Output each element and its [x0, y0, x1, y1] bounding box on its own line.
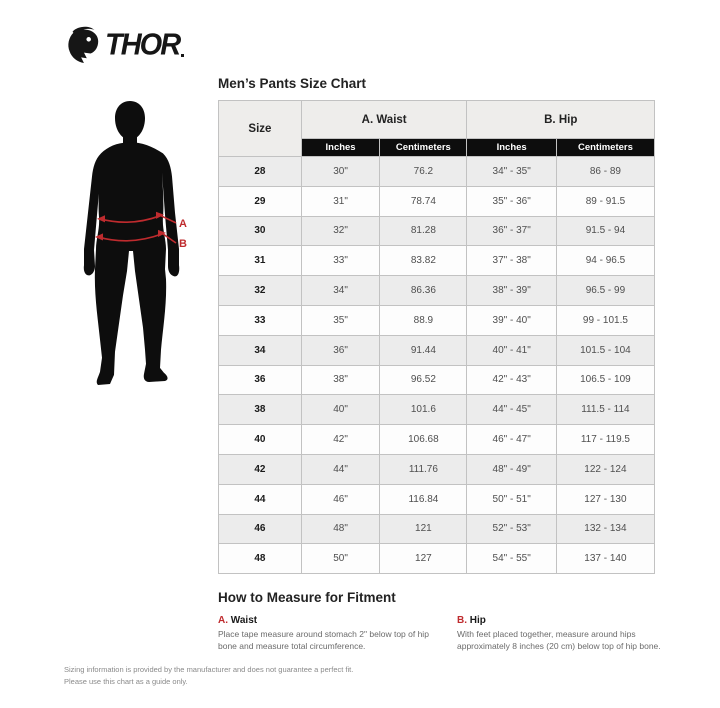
cell-hip-inches: 34" - 35" — [467, 157, 556, 187]
waist-instructions: Place tape measure around stomach 2" below top of hip bone and measure total circumference. — [218, 629, 429, 651]
cell-hip-cm: 117 - 119.5 — [556, 425, 654, 455]
unit-header-waist-centimeters: Centimeters — [380, 139, 467, 157]
cell-hip-cm: 111.5 - 114 — [556, 395, 654, 425]
cell-size: 36 — [219, 365, 302, 395]
table-row-size-33 — [219, 305, 655, 335]
cell-size: 46 — [219, 514, 302, 544]
cell-waist-inches: 31" — [301, 186, 379, 216]
cell-waist-cm: 96.52 — [380, 365, 467, 395]
cell-waist-inches: 40" — [301, 395, 379, 425]
cell-size: 28 — [219, 157, 302, 187]
column-header-hip: B. Hip — [467, 101, 655, 139]
table-row-size-36 — [219, 365, 655, 395]
table-row-size-32 — [219, 276, 655, 306]
disclaimer-line-2: Please use this chart as a guide only. — [64, 676, 188, 686]
cell-hip-cm: 86 - 89 — [556, 157, 654, 187]
table-row-size-31 — [219, 246, 655, 276]
cell-hip-inches: 50" - 51" — [467, 484, 556, 514]
cell-hip-cm: 91.5 - 94 — [556, 216, 654, 246]
disclaimer — [64, 664, 353, 687]
table-row-size-44 — [219, 484, 655, 514]
cell-hip-inches: 44" - 45" — [467, 395, 556, 425]
cell-hip-cm: 96.5 - 99 — [556, 276, 654, 306]
table-row-size-40 — [219, 425, 655, 455]
male-silhouette — [64, 98, 204, 390]
cell-size: 30 — [219, 216, 302, 246]
cell-hip-inches: 42" - 43" — [467, 365, 556, 395]
cell-waist-inches: 30" — [301, 157, 379, 187]
cell-waist-inches: 32" — [301, 216, 379, 246]
cell-hip-inches: 36" - 37" — [467, 216, 556, 246]
cell-size: 44 — [219, 484, 302, 514]
column-header-size: Size — [219, 101, 302, 157]
size-chart-table — [218, 100, 655, 574]
waist-name: Waist — [230, 615, 258, 626]
waist-label-a: A — [179, 217, 187, 230]
unit-header-hip-inches: Inches — [467, 139, 556, 157]
hip-label-b: B — [179, 237, 187, 251]
waist-heading — [218, 615, 453, 626]
cell-waist-inches: 36" — [301, 335, 379, 365]
hip-instructions: With feet placed together, measure around hips approximately 8 inches (20 cm) below top of hip bone. — [457, 629, 661, 651]
cell-waist-inches: 35" — [301, 305, 379, 335]
waist-letter: A. — [218, 615, 228, 626]
table-row-size-46 — [219, 514, 655, 544]
hip-letter: B. — [457, 615, 467, 626]
cell-hip-inches: 37" - 38" — [467, 246, 556, 276]
cell-hip-inches: 46" - 47" — [467, 425, 556, 455]
logo-registered-mark — [181, 54, 184, 57]
unit-header-hip-centimeters: Centimeters — [556, 139, 654, 157]
cell-waist-cm: 101.6 — [380, 395, 467, 425]
table-row-size-34 — [219, 335, 655, 365]
cell-waist-cm: 78.74 — [380, 186, 467, 216]
thor-horned-head-icon — [64, 26, 102, 64]
cell-hip-cm: 94 - 96.5 — [556, 246, 654, 276]
cell-waist-cm: 76.2 — [380, 157, 467, 187]
column-header-waist: A. Waist — [301, 101, 467, 139]
unit-header-waist-inches: Inches — [301, 139, 379, 157]
cell-waist-inches: 33" — [301, 246, 379, 276]
cell-hip-cm: 101.5 - 104 — [556, 335, 654, 365]
table-row-size-48 — [219, 544, 655, 574]
cell-waist-cm: 81.28 — [380, 216, 467, 246]
cell-waist-inches: 34" — [301, 276, 379, 306]
cell-waist-inches: 44" — [301, 454, 379, 484]
cell-waist-cm: 121 — [380, 514, 467, 544]
cell-hip-inches: 48" - 49" — [467, 454, 556, 484]
cell-waist-cm: 83.82 — [380, 246, 467, 276]
hip-heading — [457, 615, 692, 626]
cell-hip-cm: 137 - 140 — [556, 544, 654, 574]
cell-size: 31 — [219, 246, 302, 276]
how-to-measure-title: How to Measure for Fitment — [218, 590, 396, 605]
how-to-hip-column — [457, 615, 692, 653]
cell-waist-cm: 91.44 — [380, 335, 467, 365]
cell-hip-cm: 106.5 - 109 — [556, 365, 654, 395]
cell-waist-inches: 48" — [301, 514, 379, 544]
cell-hip-inches: 40" - 41" — [467, 335, 556, 365]
silhouette-body — [84, 142, 179, 385]
group-header-row — [219, 101, 655, 139]
cell-hip-inches: 54" - 55" — [467, 544, 556, 574]
cell-waist-cm: 116.84 — [380, 484, 467, 514]
thor-logo-text: THOR — [105, 27, 180, 62]
cell-waist-cm: 106.68 — [380, 425, 467, 455]
cell-waist-cm: 127 — [380, 544, 467, 574]
cell-hip-cm: 122 - 124 — [556, 454, 654, 484]
cell-hip-inches: 52" - 53" — [467, 514, 556, 544]
table-row-size-38 — [219, 395, 655, 425]
cell-waist-inches: 50" — [301, 544, 379, 574]
cell-hip-cm: 132 - 134 — [556, 514, 654, 544]
how-to-waist-column — [218, 615, 453, 653]
cell-hip-inches: 39" - 40" — [467, 305, 556, 335]
cell-hip-inches: 38" - 39" — [467, 276, 556, 306]
cell-size: 32 — [219, 276, 302, 306]
page-title: Men’s Pants Size Chart — [218, 76, 367, 91]
measurement-figure — [64, 98, 204, 390]
cell-size: 33 — [219, 305, 302, 335]
cell-size: 42 — [219, 454, 302, 484]
silhouette-head — [115, 101, 145, 144]
cell-waist-cm: 86.36 — [380, 276, 467, 306]
cell-hip-inches: 35" - 36" — [467, 186, 556, 216]
disclaimer-line-1: Sizing information is provided by the manufacturer and does not guarantee a perfect fit. — [64, 665, 354, 674]
thor-logo — [64, 26, 184, 64]
cell-waist-inches: 46" — [301, 484, 379, 514]
cell-size: 29 — [219, 186, 302, 216]
cell-size: 40 — [219, 425, 302, 455]
table-row-size-28 — [219, 157, 655, 187]
cell-hip-cm: 89 - 91.5 — [556, 186, 654, 216]
table-row-size-30 — [219, 216, 655, 246]
cell-waist-inches: 42" — [301, 425, 379, 455]
how-to-measure-section — [218, 590, 696, 653]
cell-size: 34 — [219, 335, 302, 365]
table-row-size-42 — [219, 454, 655, 484]
cell-size: 38 — [219, 395, 302, 425]
hip-name: Hip — [469, 615, 486, 626]
table-row-size-29 — [219, 186, 655, 216]
cell-hip-cm: 127 - 130 — [556, 484, 654, 514]
cell-waist-cm: 111.76 — [380, 454, 467, 484]
cell-waist-cm: 88.9 — [380, 305, 467, 335]
cell-hip-cm: 99 - 101.5 — [556, 305, 654, 335]
cell-waist-inches: 38" — [301, 365, 379, 395]
cell-size: 48 — [219, 544, 302, 574]
